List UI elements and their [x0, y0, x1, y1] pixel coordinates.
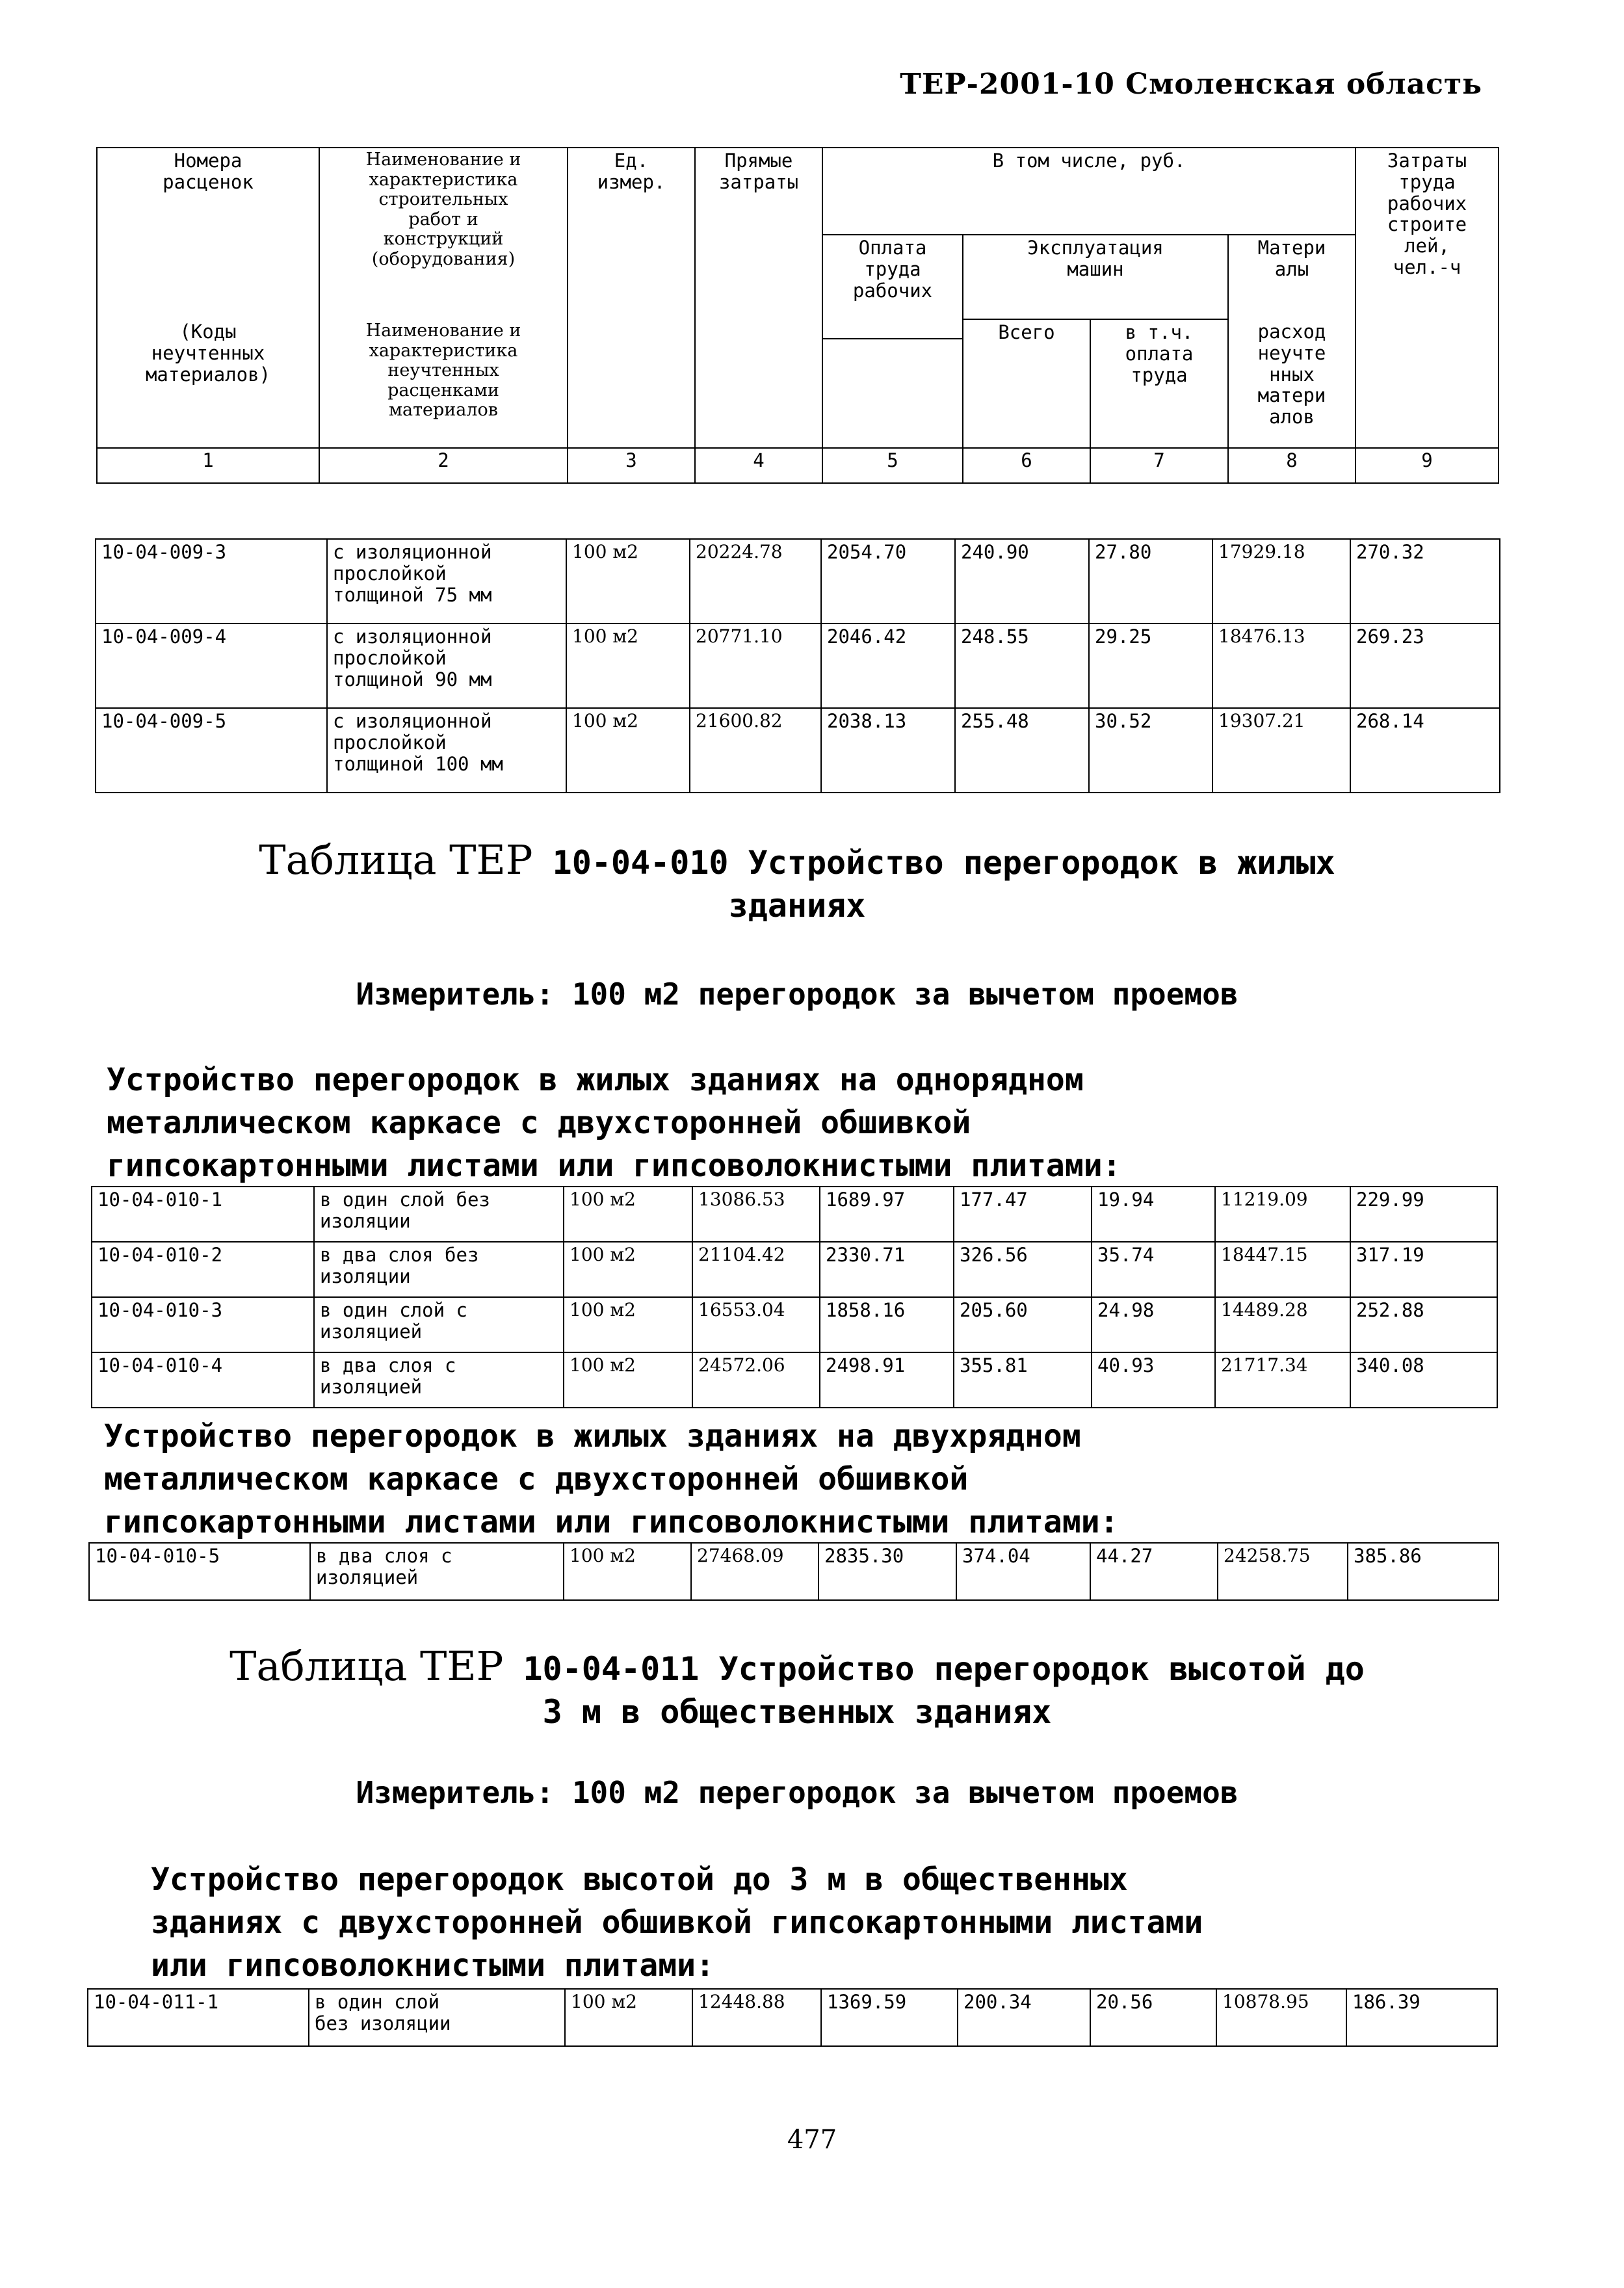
labor-hours: 385.86	[1348, 1543, 1499, 1600]
header-number: 3	[568, 448, 695, 483]
header-name-bottom: Наименование и характеристика неучтенных расценками материалов	[319, 319, 568, 448]
material-costs: 19307.21	[1212, 708, 1350, 793]
labor-hours: 340.08	[1350, 1352, 1497, 1408]
machine-labor-pay: 30.52	[1089, 708, 1212, 793]
rate-code: 10-04-009-5	[96, 708, 327, 793]
unit-of-measure: 100 м2	[564, 1187, 692, 1242]
header-unit: Ед. измер.	[568, 148, 695, 448]
labor-pay: 2038.13	[821, 708, 955, 793]
direct-costs: 21104.42	[692, 1242, 820, 1297]
work-description: с изоляционной прослойкой толщиной 100 мм	[327, 708, 566, 793]
machine-labor-pay: 44.27	[1090, 1543, 1218, 1600]
machine-costs: 326.56	[954, 1242, 1092, 1297]
unit-of-measure: 100 м2	[565, 1989, 692, 2046]
table-title-text: 10-04-010 Устройство перегородок в жилых	[552, 844, 1335, 882]
unit-of-measure: 100 м2	[564, 1352, 692, 1408]
subsection-heading: Устройство перегородок в жилых зданиях на однорядном металлическом каркасе с двухсторонней обшивкой гипсокартонными листами или гипсоволокнистыми плитами:	[107, 1062, 1121, 1184]
direct-costs: 21600.82	[690, 708, 821, 793]
labor-hours: 270.32	[1350, 539, 1500, 624]
material-costs: 21717.34	[1215, 1352, 1350, 1408]
labor-hours: 186.39	[1346, 1989, 1497, 2046]
material-costs: 18476.13	[1212, 624, 1350, 708]
table-title-011	[96, 1642, 1498, 1733]
table-title-text-line2: 3 м в общественных зданиях	[542, 1693, 1052, 1731]
machine-costs: 205.60	[954, 1297, 1092, 1352]
header-labor-pay: Оплата труда рабочих	[822, 235, 963, 339]
work-description: в один слой без изоляции	[314, 1187, 564, 1242]
rate-code: 10-04-010-2	[92, 1242, 314, 1297]
header-number: 7	[1090, 448, 1228, 483]
machine-costs: 200.34	[958, 1989, 1090, 2046]
labor-pay: 2046.42	[821, 624, 955, 708]
machine-costs: 240.90	[955, 539, 1089, 624]
rate-code: 10-04-009-4	[96, 624, 327, 708]
table-title-text: 10-04-011 Устройство перегородок высотой до	[523, 1650, 1365, 1688]
work-description: в один слой с изоляцией	[314, 1297, 564, 1352]
rate-code: 10-04-010-4	[92, 1352, 314, 1408]
labor-hours: 269.23	[1350, 624, 1500, 708]
direct-costs: 24572.06	[692, 1352, 820, 1408]
header-number: 5	[822, 448, 963, 483]
direct-costs: 16553.04	[692, 1297, 820, 1352]
machine-costs: 177.47	[954, 1187, 1092, 1242]
material-costs: 17929.18	[1212, 539, 1350, 624]
table-row	[92, 1242, 1497, 1297]
machine-labor-pay: 19.94	[1092, 1187, 1215, 1242]
work-description: в два слоя с изоляцией	[314, 1352, 564, 1408]
header-machines: Эксплуатация машин	[963, 235, 1228, 319]
running-header: ТЕР-2001-10 Смоленская область	[900, 68, 1482, 101]
machine-costs: 248.55	[955, 624, 1089, 708]
unit-of-measure: 100 м2	[564, 1242, 692, 1297]
labor-pay: 2330.71	[820, 1242, 954, 1297]
table-row	[96, 539, 1500, 624]
rate-code: 10-04-010-5	[89, 1543, 310, 1600]
rates-table-010-single-row	[91, 1186, 1498, 1408]
header-number: 1	[97, 448, 319, 483]
work-description: в два слоя с изоляцией	[310, 1543, 564, 1600]
header-code-top: Номера расценок	[97, 148, 319, 319]
machine-labor-pay: 29.25	[1089, 624, 1212, 708]
material-costs: 18447.15	[1215, 1242, 1350, 1297]
unit-of-measure: 100 м2	[564, 1297, 692, 1352]
table-row	[89, 1543, 1499, 1600]
measure-line-011: Измеритель: 100 м2 перегородок за вычетом проемов	[356, 1775, 1238, 1810]
direct-costs: 12448.88	[692, 1989, 821, 2046]
material-costs: 14489.28	[1215, 1297, 1350, 1352]
table-row	[92, 1297, 1497, 1352]
labor-pay: 1689.97	[820, 1187, 954, 1242]
subsection-heading: Устройство перегородок в жилых зданиях на двухрядном металлическом каркасе с двухсторонней обшивкой гипсокартонными листами или гипсоволокнистыми плитами:	[104, 1418, 1119, 1540]
table-title-word: Таблица ТЕР	[229, 1642, 504, 1690]
header-name-top: Наименование и характеристика строительных работ и конструкций (оборудования)	[319, 148, 568, 319]
unit-of-measure: 100 м2	[564, 1543, 691, 1600]
page-number: 477	[787, 2125, 837, 2155]
table-title-010	[96, 836, 1498, 927]
measure-line-010: Измеритель: 100 м2 перегородок за вычетом проемов	[356, 977, 1238, 1012]
table-title-text-line2: зданиях	[728, 887, 866, 925]
subsection-heading: Устройство перегородок высотой до 3 м в общественных зданиях с двухсторонней обшивкой гипсокартонными листами или гипсоволокнистыми плитами:	[151, 1861, 1203, 1984]
labor-pay: 2835.30	[819, 1543, 956, 1600]
rates-table-009	[95, 538, 1500, 793]
header-machines-labor: в т.ч. оплата труда	[1090, 319, 1228, 448]
machine-labor-pay: 40.93	[1092, 1352, 1215, 1408]
header-group-incl: В том числе, руб.	[822, 148, 1356, 235]
direct-costs: 27468.09	[691, 1543, 819, 1600]
rate-code: 10-04-010-3	[92, 1297, 314, 1352]
header-labor-hours: Затраты труда рабочих строите лей, чел.-ч	[1356, 148, 1499, 448]
direct-costs: 20771.10	[690, 624, 821, 708]
work-description: в один слой без изоляции	[309, 1989, 565, 2046]
machine-costs: 374.04	[956, 1543, 1090, 1600]
labor-pay: 1858.16	[820, 1297, 954, 1352]
table-row	[92, 1352, 1497, 1408]
rates-table-011	[87, 1988, 1498, 2047]
header-materials: Матери алы	[1228, 235, 1356, 319]
table-row	[96, 624, 1500, 708]
material-costs: 10878.95	[1216, 1989, 1346, 2046]
header-code-bottom: (Коды неучтенных материалов)	[97, 319, 319, 448]
rate-code: 10-04-010-1	[92, 1187, 314, 1242]
rate-code: 10-04-009-3	[96, 539, 327, 624]
work-description: в два слоя без изоляции	[314, 1242, 564, 1297]
machine-labor-pay: 20.56	[1090, 1989, 1216, 2046]
work-description: с изоляционной прослойкой толщиной 90 мм	[327, 624, 566, 708]
machine-costs: 355.81	[954, 1352, 1092, 1408]
table-title-word: Таблица ТЕР	[259, 836, 533, 884]
labor-pay: 1369.59	[821, 1989, 958, 2046]
table-row	[88, 1989, 1497, 2046]
machine-labor-pay: 24.98	[1092, 1297, 1215, 1352]
table-row	[92, 1187, 1497, 1242]
unit-of-measure: 100 м2	[566, 539, 690, 624]
unit-of-measure: 100 м2	[566, 624, 690, 708]
header-number: 2	[319, 448, 568, 483]
rate-code: 10-04-011-1	[88, 1989, 309, 2046]
direct-costs: 20224.78	[690, 539, 821, 624]
labor-pay: 2498.91	[820, 1352, 954, 1408]
labor-hours: 229.99	[1350, 1187, 1497, 1242]
labor-hours: 252.88	[1350, 1297, 1497, 1352]
table-row	[96, 708, 1500, 793]
labor-hours: 268.14	[1350, 708, 1500, 793]
column-header-table	[96, 147, 1499, 484]
direct-costs: 13086.53	[692, 1187, 820, 1242]
work-description: с изоляционной прослойкой толщиной 75 мм	[327, 539, 566, 624]
labor-hours: 317.19	[1350, 1242, 1497, 1297]
header-direct-costs: Прямые затраты	[695, 148, 822, 448]
machine-costs: 255.48	[955, 708, 1089, 793]
header-number: 6	[963, 448, 1090, 483]
header-number: 4	[695, 448, 822, 483]
header-number: 8	[1228, 448, 1356, 483]
rates-table-010-double-row	[88, 1542, 1499, 1601]
header-materials-unaccounted: расход неучте нных матери алов	[1228, 319, 1356, 448]
labor-pay: 2054.70	[821, 539, 955, 624]
machine-labor-pay: 27.80	[1089, 539, 1212, 624]
material-costs: 24258.75	[1218, 1543, 1348, 1600]
machine-labor-pay: 35.74	[1092, 1242, 1215, 1297]
material-costs: 11219.09	[1215, 1187, 1350, 1242]
header-number: 9	[1356, 448, 1499, 483]
unit-of-measure: 100 м2	[566, 708, 690, 793]
header-machines-total: Всего	[963, 319, 1090, 448]
